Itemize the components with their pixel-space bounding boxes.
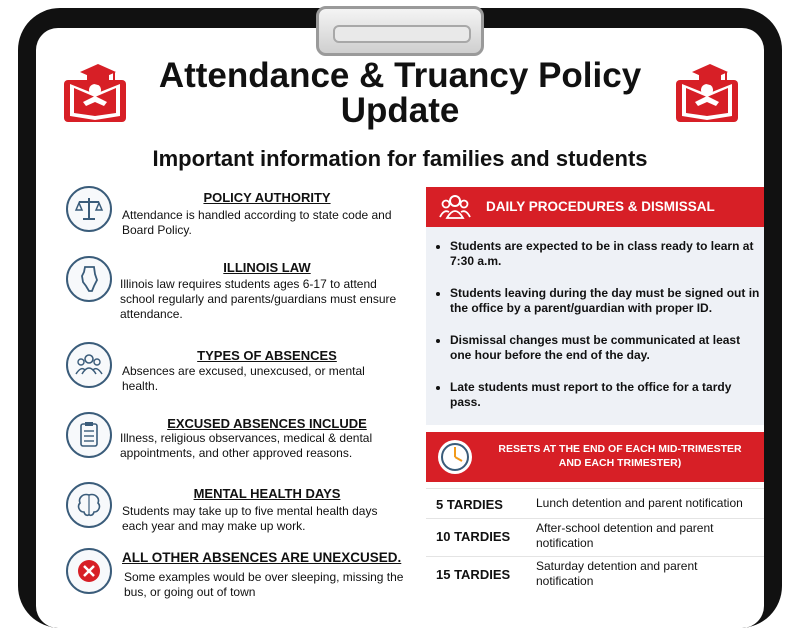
procedures-header	[426, 187, 764, 227]
section-body: Students may take up to five mental health days each year and may make up work.	[122, 504, 378, 533]
section-body: Absences are excused, unexcused, or mental health.	[122, 364, 365, 393]
table-row	[426, 488, 764, 519]
clipboard-checklist-icon	[66, 412, 112, 458]
school-logo-icon	[60, 58, 130, 124]
x-circle-icon	[66, 548, 112, 594]
section-heading: ALL OTHER ABSENCES ARE UNEXCUSED.	[122, 550, 402, 565]
clip-slot	[333, 25, 471, 43]
people-icon	[66, 342, 112, 388]
table-row	[426, 518, 764, 557]
list-item: • Students leaving during the day must be signed out in the office by a parent/guardian with proper ID.	[450, 286, 764, 316]
section-body: Some examples would be over sleeping, missing the bus, or going out of town	[124, 570, 404, 599]
procedures-list-panel	[426, 227, 764, 425]
table-row	[426, 556, 764, 597]
group-icon	[438, 190, 472, 224]
scales-icon	[66, 186, 112, 232]
school-logo-icon	[672, 58, 742, 124]
tardies-header	[426, 432, 764, 482]
section-body: Illinois law requires students ages 6-17 to attend school regularly and parents/guardians must ensure attendance.	[120, 277, 397, 321]
section-body: Illness, religious observances, medical & dental appointments, and other approved reasons.	[120, 431, 373, 460]
list-item: • Dismissal changes must be communicated at least one hour before the end of the day.	[450, 333, 764, 363]
clipboard-clip	[316, 6, 484, 56]
section-heading: EXCUSED ABSENCES INCLUDE	[167, 416, 367, 431]
tardy-consequence: Saturday detention and parent notification	[536, 559, 698, 588]
section-heading: ILLINOIS LAW	[223, 260, 311, 275]
section-body: Attendance is handled according to state code and Board Policy.	[122, 208, 392, 237]
procedures-title: DAILY PROCEDURES & DISMISSAL	[486, 199, 715, 214]
tardy-consequence: Lunch detention and parent notification	[536, 496, 743, 510]
list-item: • Late students must report to the office for a tardy pass.	[450, 380, 764, 410]
section-heading: MENTAL HEALTH DAYS	[193, 486, 341, 501]
tardy-count: 10 TARDIES	[436, 529, 511, 544]
tardy-count: 5 TARDIES	[436, 497, 503, 512]
illinois-map-icon	[66, 256, 112, 302]
section-heading: TYPES OF ABSENCES	[197, 348, 337, 363]
page-subtitle: Important information for families and students	[152, 146, 648, 171]
tardy-consequence: After-school detention and parent notification	[536, 521, 714, 550]
tardy-count: 15 TARDIES	[436, 567, 511, 582]
brain-icon	[66, 482, 112, 528]
clock-icon	[436, 438, 474, 476]
section-heading: POLICY AUTHORITY	[203, 190, 331, 205]
page-title: Attendance & Truancy Policy Update	[158, 56, 642, 130]
tardies-title: RESETS AT THE END OF EACH MID-TRIMESTER AND EACH TRIMESTER)	[498, 443, 742, 469]
list-item: • Students are expected to be in class ready to learn at 7:30 a.m.	[450, 239, 764, 269]
